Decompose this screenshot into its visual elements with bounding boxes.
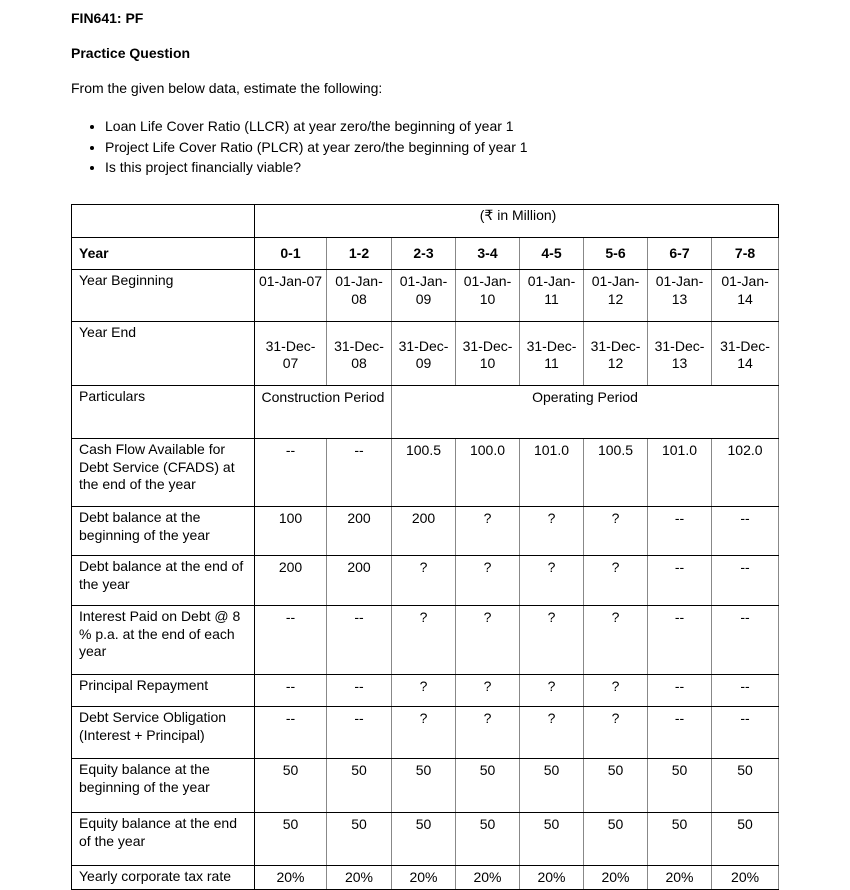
table-cell: ? xyxy=(392,675,456,707)
table-cell: -- xyxy=(712,507,779,556)
row-label: Year Beginning xyxy=(72,270,255,322)
blank-cell xyxy=(72,205,255,238)
row-label: Particulars xyxy=(72,386,255,439)
row-label: Year xyxy=(72,238,255,270)
table-cell: 50 xyxy=(392,813,456,866)
table-row xyxy=(72,270,779,322)
operating-period-label: Operating Period xyxy=(392,386,779,439)
table-cell: 50 xyxy=(648,759,712,813)
data-table xyxy=(71,204,779,890)
year-header: 4-5 xyxy=(520,238,584,270)
table-cell: ? xyxy=(584,606,648,675)
table-cell: 50 xyxy=(456,759,520,813)
table-cell: -- xyxy=(712,606,779,675)
table-cell: 01-Jan-13 xyxy=(648,270,712,322)
table-row xyxy=(72,322,779,386)
table-cell: 50 xyxy=(520,813,584,866)
table-cell: ? xyxy=(520,556,584,606)
table-cell: 50 xyxy=(392,759,456,813)
table-cell: -- xyxy=(327,707,392,759)
year-header: 6-7 xyxy=(648,238,712,270)
table-cell: 50 xyxy=(255,813,327,866)
table-cell: 20% xyxy=(520,866,584,890)
table-cell: 200 xyxy=(327,507,392,556)
table-cell: 100.5 xyxy=(392,439,456,507)
row-label: Cash Flow Available for Debt Service (CFADS) at the end of the year xyxy=(72,439,255,507)
table-cell: 50 xyxy=(520,759,584,813)
year-header: 7-8 xyxy=(712,238,779,270)
table-row xyxy=(72,707,779,759)
row-label: Year End xyxy=(72,322,255,386)
year-header: 1-2 xyxy=(327,238,392,270)
task-list xyxy=(71,116,528,178)
table-cell: ? xyxy=(456,556,520,606)
table-cell: -- xyxy=(255,439,327,507)
table-cell: 20% xyxy=(648,866,712,890)
table-cell: ? xyxy=(392,707,456,759)
unit-label: (₹ in Million) xyxy=(255,205,779,238)
table-cell: 20% xyxy=(456,866,520,890)
table-cell: 200 xyxy=(255,556,327,606)
table-row xyxy=(72,507,779,556)
table-cell: -- xyxy=(327,675,392,707)
table-row xyxy=(72,759,779,813)
table-cell: 31-Dec-10 xyxy=(456,322,520,386)
table-row xyxy=(72,675,779,707)
table-cell: ? xyxy=(456,507,520,556)
table-cell: ? xyxy=(456,606,520,675)
table-cell: 50 xyxy=(584,813,648,866)
table-row xyxy=(72,606,779,675)
table-cell: ? xyxy=(392,606,456,675)
table-cell: ? xyxy=(456,707,520,759)
table-cell: 20% xyxy=(584,866,648,890)
table-cell: 01-Jan-07 xyxy=(255,270,327,322)
intro-text: From the given below data, estimate the following: xyxy=(71,80,383,96)
table-cell: 31-Dec-12 xyxy=(584,322,648,386)
table-cell: 200 xyxy=(392,507,456,556)
year-header: 2-3 xyxy=(392,238,456,270)
table-cell: -- xyxy=(648,675,712,707)
row-label: Yearly corporate tax rate xyxy=(72,866,255,890)
table-row xyxy=(72,439,779,507)
table-cell: -- xyxy=(712,707,779,759)
table-cell: 101.0 xyxy=(648,439,712,507)
table-cell: -- xyxy=(648,556,712,606)
table-cell: 20% xyxy=(255,866,327,890)
table-cell: -- xyxy=(712,675,779,707)
table-cell: ? xyxy=(520,507,584,556)
table-cell: -- xyxy=(648,507,712,556)
table-cell: ? xyxy=(520,606,584,675)
table-cell: ? xyxy=(584,675,648,707)
table-cell: ? xyxy=(520,707,584,759)
table-row xyxy=(72,386,779,439)
table-cell: 50 xyxy=(255,759,327,813)
task-item: • Loan Life Cover Ratio (LLCR) at year zero/the beginning of year 1 xyxy=(105,116,528,137)
table-cell: 01-Jan-10 xyxy=(456,270,520,322)
table-cell: 50 xyxy=(456,813,520,866)
table-cell: 100 xyxy=(255,507,327,556)
table-cell: 01-Jan-08 xyxy=(327,270,392,322)
table-cell: ? xyxy=(520,675,584,707)
table-cell: -- xyxy=(327,439,392,507)
year-header: 3-4 xyxy=(456,238,520,270)
year-header: 5-6 xyxy=(584,238,648,270)
table-cell: -- xyxy=(648,707,712,759)
row-label: Debt balance at the beginning of the year xyxy=(72,507,255,556)
table-cell: 31-Dec-14 xyxy=(712,322,779,386)
table-cell: 50 xyxy=(327,759,392,813)
row-label: Debt Service Obligation (Interest + Principal) xyxy=(72,707,255,759)
table-cell: 31-Dec-07 xyxy=(255,322,327,386)
table-cell: 01-Jan-12 xyxy=(584,270,648,322)
table-cell: 100.0 xyxy=(456,439,520,507)
table-cell: -- xyxy=(255,675,327,707)
table-cell: 50 xyxy=(327,813,392,866)
row-label: Debt balance at the end of the year xyxy=(72,556,255,606)
unit-row xyxy=(72,205,779,238)
table-cell: 01-Jan-11 xyxy=(520,270,584,322)
table-cell: -- xyxy=(327,606,392,675)
table-cell: ? xyxy=(392,556,456,606)
row-label: Equity balance at the end of the year xyxy=(72,813,255,866)
table-cell: ? xyxy=(584,707,648,759)
table-cell: 31-Dec-09 xyxy=(392,322,456,386)
table-cell: 20% xyxy=(392,866,456,890)
row-label: Interest Paid on Debt @ 8 % p.a. at the end of each year xyxy=(72,606,255,675)
table-cell: ? xyxy=(584,507,648,556)
table-cell: 31-Dec-11 xyxy=(520,322,584,386)
table-cell: 100.5 xyxy=(584,439,648,507)
table-row xyxy=(72,813,779,866)
table-cell: -- xyxy=(712,556,779,606)
table-cell: 50 xyxy=(712,759,779,813)
table-cell: ? xyxy=(584,556,648,606)
table-cell: 01-Jan-09 xyxy=(392,270,456,322)
table-cell: 20% xyxy=(712,866,779,890)
table-cell: 31-Dec-13 xyxy=(648,322,712,386)
table-row xyxy=(72,866,779,890)
year-header: 0-1 xyxy=(255,238,327,270)
task-item: • Is this project financially viable? xyxy=(105,157,528,178)
row-label: Principal Repayment xyxy=(72,675,255,707)
course-code: FIN641: PF xyxy=(71,10,144,26)
question-title: Practice Question xyxy=(71,45,191,61)
table-cell: 50 xyxy=(648,813,712,866)
table-cell: 20% xyxy=(327,866,392,890)
row-label: Equity balance at the beginning of the year xyxy=(72,759,255,813)
year-header-row xyxy=(72,238,779,270)
table-cell: 01-Jan-14 xyxy=(712,270,779,322)
table-cell: 50 xyxy=(584,759,648,813)
table-cell: ? xyxy=(456,675,520,707)
table-cell: 200 xyxy=(327,556,392,606)
table-cell: 31-Dec-08 xyxy=(327,322,392,386)
task-item: • Project Life Cover Ratio (PLCR) at year zero/the beginning of year 1 xyxy=(105,137,528,158)
construction-period-label: Construction Period xyxy=(255,386,392,439)
table-cell: -- xyxy=(255,606,327,675)
table-cell: -- xyxy=(255,707,327,759)
table-cell: 50 xyxy=(712,813,779,866)
table-cell: 101.0 xyxy=(520,439,584,507)
table-cell: 102.0 xyxy=(712,439,779,507)
table-row xyxy=(72,556,779,606)
table-cell: -- xyxy=(648,606,712,675)
